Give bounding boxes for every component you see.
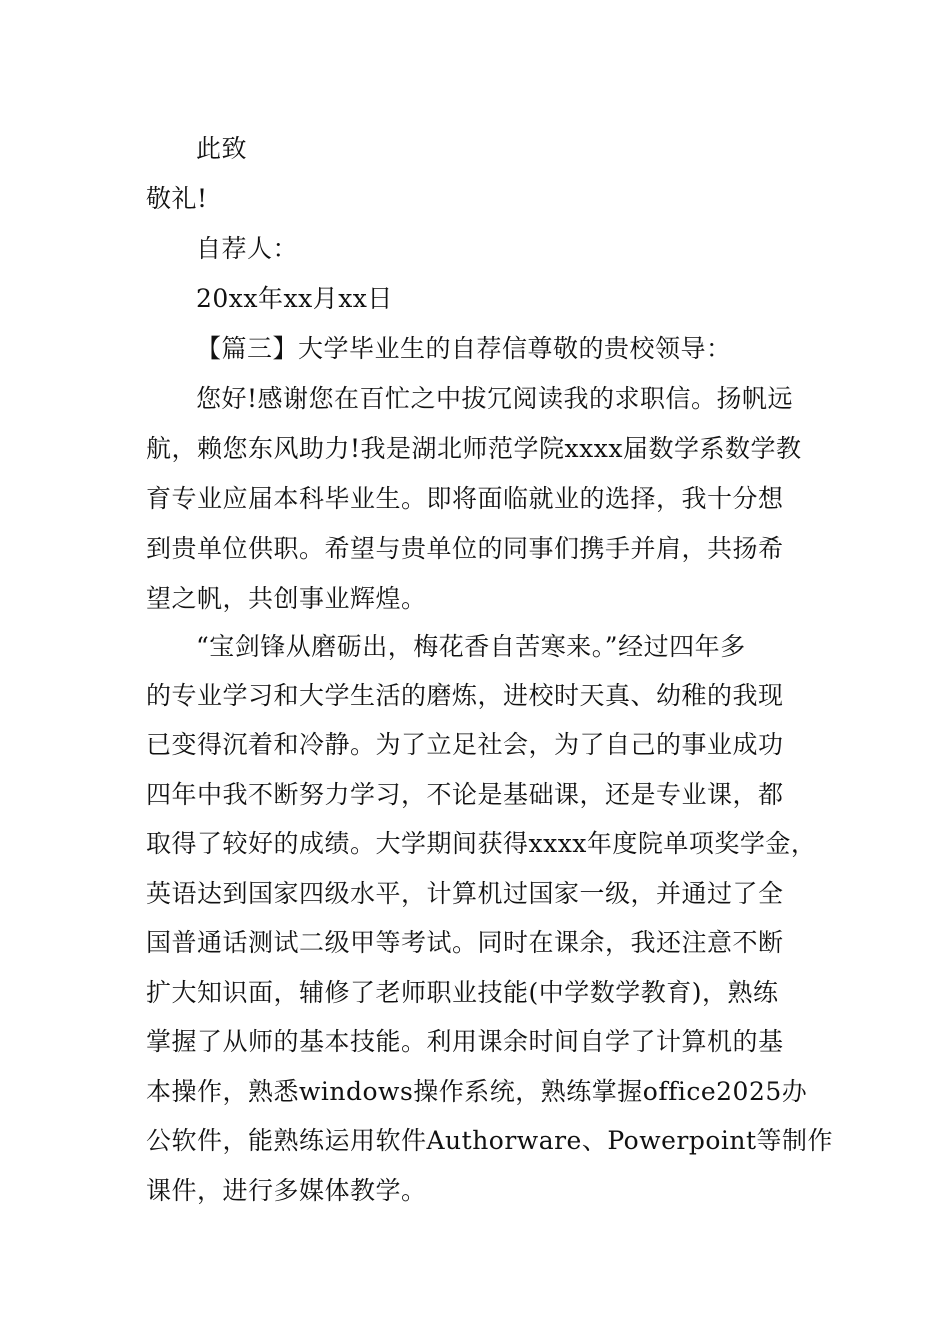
text-line: 四年中我不断努力学习，不论是基础课，还是专业课，都 [146,780,784,809]
text-line: 到贵单位供职。希望与贵单位的同事们携手并肩，共扬希 [146,534,784,563]
text-line: 国普通话测试二级甲等考试。同时在课余，我还注意不断 [146,928,784,957]
text-line: 课件，进行多媒体教学。 [146,1176,427,1205]
section-heading: 【篇三】大学毕业生的自荐信尊敬的贵校领导： [196,334,732,363]
text-line: “宝剑锋从磨砺出，梅花香自苦寒来。”经过四年多 [196,632,746,661]
text-line: 英语达到国家四级水平，计算机过国家一级，并通过了全 [146,879,784,908]
text-line: 您好!感谢您在百忙之中拔冗阅读我的求职信。扬帆远 [196,384,794,413]
text-line: 已变得沉着和冷静。为了立足社会，为了自己的事业成功 [146,730,784,759]
signer-label: 自荐人： [196,234,299,263]
text-line: 育专业应届本科毕业生。即将面临就业的选择，我十分想 [146,484,784,513]
text-line: 扩大知识面，辅修了老师职业技能(中学数学教育)，熟练 [146,978,779,1007]
text-line: 公软件，能熟练运用软件Authorware、Powerpoint等制作 [146,1126,834,1155]
text-line: 取得了较好的成绩。大学期间获得xxxx年度院单项奖学金， [146,829,817,858]
letter-date: 20xx年xx月xx日 [196,284,393,313]
text-line: 望之帆，共创事业辉煌。 [146,584,427,613]
closing-salutation: 此致 [196,134,248,163]
text-line: 掌握了从师的基本技能。利用课余时间自学了计算机的基 [146,1027,784,1056]
text-line: 的专业学习和大学生活的磨炼，进校时天真、幼稚的我现 [146,681,784,710]
text-line: 航，赖您东风助力!我是湖北师范学院xxxx届数学系数学教 [146,434,802,463]
text-line: 本操作，熟悉windows操作系统，熟练掌握office2025办 [146,1077,808,1106]
closing-regards: 敬礼! [146,184,208,213]
